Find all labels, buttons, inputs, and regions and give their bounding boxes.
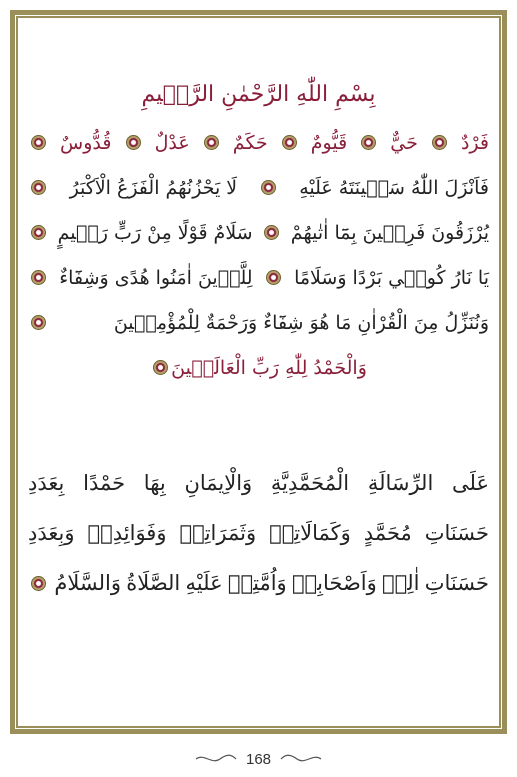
rose-ornament-icon bbox=[432, 135, 447, 150]
verse-segment: وَنُنَزِّلُ مِنَ الْقُرْاٰنِ مَا هُوَ شِفَٓاءٌ وَرَحْمَةٌ لِلْمُؤْمِن۪ينَ bbox=[113, 311, 489, 334]
dua-word: وَثَمَرَاتِه۪ bbox=[179, 521, 257, 545]
verse-line-3 bbox=[28, 255, 489, 300]
rose-ornament-icon bbox=[266, 270, 281, 285]
name-3: قَيُّومٌ bbox=[310, 131, 348, 154]
dua-word: بِهَا bbox=[143, 471, 166, 495]
verse-line-2 bbox=[28, 210, 489, 255]
dua-word: وَكَمَالَاتِه۪ bbox=[269, 521, 351, 545]
verse-line-4 bbox=[28, 300, 489, 345]
rose-ornament-icon bbox=[31, 180, 46, 195]
dua-word: الصَّلَاةُ bbox=[126, 571, 181, 595]
dua-word: حَسَنَاتِ bbox=[424, 571, 489, 595]
dua-word: وَبِعَدَدِ bbox=[28, 521, 75, 545]
dua-word: وَاُمَّتِه۪ bbox=[227, 571, 287, 595]
dua-word: مُحَمَّدٍ bbox=[363, 521, 412, 545]
name-2: حَيٌّ bbox=[390, 131, 418, 154]
basmala: بِسْمِ اللّٰهِ الرَّحْمٰنِ الرَّح۪يمِ bbox=[141, 82, 376, 107]
hamd-line bbox=[28, 345, 489, 390]
name-6: قُدُّوسٌ bbox=[60, 131, 112, 154]
dua-word: عَلَى bbox=[452, 471, 489, 495]
rose-ornament-icon bbox=[153, 360, 168, 375]
rose-ornament-icon bbox=[31, 135, 46, 150]
rose-ornament-icon bbox=[126, 135, 141, 150]
dua-line-2 bbox=[28, 508, 489, 558]
dua-word: حَسَنَاتِ bbox=[424, 521, 489, 545]
rose-ornament-icon bbox=[282, 135, 297, 150]
dua-word: الرِّسَالَةِ bbox=[367, 471, 434, 495]
dua-word: اٰلِه۪ bbox=[382, 571, 420, 595]
verse-segment: يُرْزَقُونَ فَرِح۪ينَ بِمَٓا اٰتٰيهُمْ bbox=[290, 221, 489, 244]
spacer bbox=[28, 390, 489, 458]
dua-word: وَالسَّلَامُ bbox=[54, 571, 121, 595]
name-4: حَكَمٌ bbox=[232, 131, 268, 154]
rose-ornament-icon bbox=[361, 135, 376, 150]
dua-word: بِعَدَدِ bbox=[28, 471, 65, 495]
dua-word: وَاَصْحَابِه۪ bbox=[291, 571, 377, 595]
name-1: فَرْدٌ bbox=[460, 131, 489, 154]
name-5: عَدْلٌ bbox=[154, 131, 190, 154]
dua-line-1 bbox=[28, 458, 489, 508]
rose-ornament-icon bbox=[264, 225, 279, 240]
verse-segment: يَا نَارُ كُون۪ي بَرْدًا وَسَلَامًا bbox=[294, 266, 489, 289]
dua-word: وَالْاِيمَانِ bbox=[184, 471, 253, 495]
dua-word: حَمْدًا bbox=[83, 471, 126, 495]
rose-ornament-icon bbox=[31, 315, 46, 330]
verse-segment: لَا يَحْزُنُهُمُ الْفَزَعُ الْاَكْبَرُ bbox=[69, 176, 238, 199]
verse-segment: سَلَامٌ قَوْلًا مِنْ رَبٍّ رَح۪يمٍ bbox=[57, 221, 253, 244]
rose-ornament-icon bbox=[31, 270, 46, 285]
verse-line-1 bbox=[28, 165, 489, 210]
dua-word: عَلَيْهِ bbox=[185, 571, 223, 595]
dua-line-3 bbox=[28, 558, 489, 608]
verse-segment: فَاَنْزَلَ اللّٰهُ سَك۪ينَتَهُ عَلَيْهِ bbox=[299, 176, 489, 199]
page-number: 168 bbox=[245, 750, 272, 768]
divine-names-line bbox=[28, 120, 489, 165]
page-footer bbox=[0, 746, 517, 772]
rose-ornament-icon bbox=[31, 576, 46, 591]
rose-ornament-icon bbox=[204, 135, 219, 150]
flourish-right-icon bbox=[279, 753, 323, 765]
rose-ornament-icon bbox=[261, 180, 276, 195]
rose-ornament-icon bbox=[31, 225, 46, 240]
page-content bbox=[28, 70, 489, 608]
dua-word: الْمُحَمَّدِيَّةِ bbox=[270, 471, 350, 495]
hamd-text: وَالْحَمْدُ لِلّٰهِ رَبِّ الْعَالَم۪ينَ bbox=[171, 356, 367, 379]
verse-segment: لِلَّذ۪ينَ اٰمَنُوا هُدًى وَشِفَٓاءٌ bbox=[59, 266, 253, 289]
dua-word: وَفَوَائِدِه۪ bbox=[87, 521, 167, 545]
flourish-left-icon bbox=[194, 753, 238, 765]
